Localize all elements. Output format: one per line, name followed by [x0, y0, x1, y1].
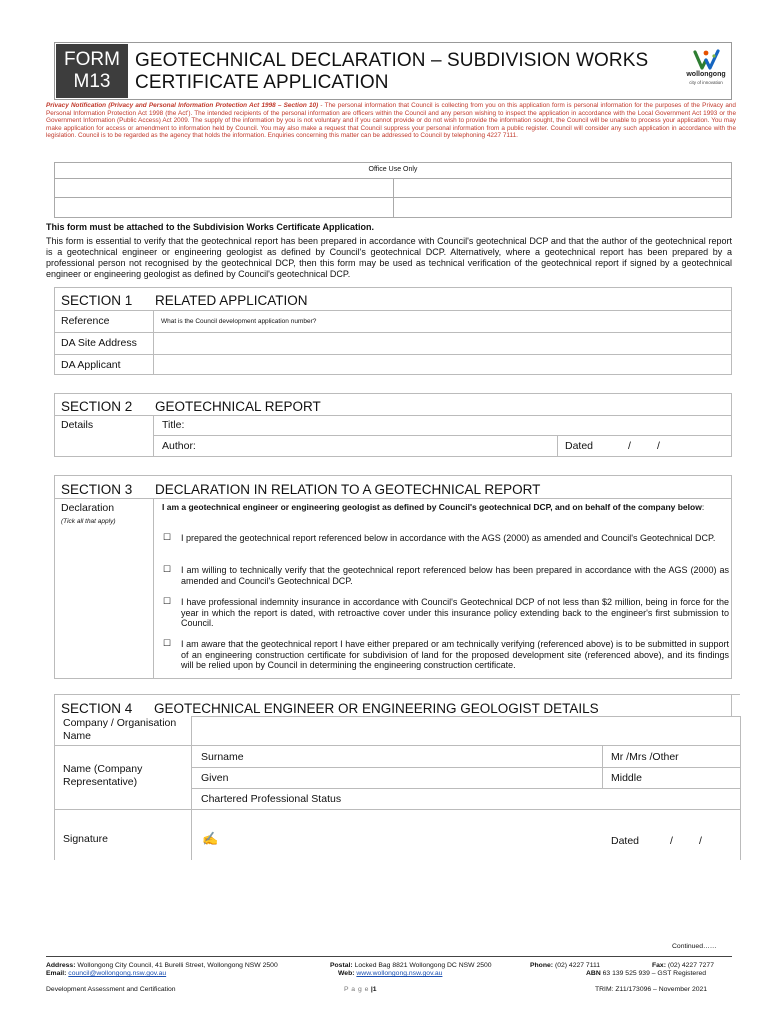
phone-label: Phone: [530, 962, 554, 969]
attach-note: This form must be attached to the Subdivision Works Certificate Application. [46, 222, 375, 232]
office-use-field-4[interactable] [394, 198, 731, 217]
signature-label: Signature [63, 833, 108, 845]
declaration-label: Declaration [61, 502, 115, 514]
page-label: P a g e [344, 986, 369, 993]
divider [54, 498, 732, 499]
company-input[interactable] [192, 717, 739, 745]
office-use-field-2[interactable] [394, 179, 731, 197]
logo-tagline: city of innovation [689, 80, 723, 85]
address-label: Address: [46, 962, 76, 969]
declaration-item-2: I am willing to technically verify that the geotechnical report referenced below has been prepared in accordance with the AGS (2000) as amended and Council's Geotechnical DCP. [181, 565, 729, 586]
declaration-checkbox-3[interactable]: ☐ [163, 596, 172, 606]
rep-name-label [63, 763, 142, 789]
section-1-number: SECTION 1 [61, 293, 133, 308]
company-label-line1: Company / Organisation [63, 717, 177, 729]
council-logo-icon [683, 46, 729, 92]
middle-label: Middle [611, 772, 642, 784]
report-title-input[interactable] [195, 416, 731, 435]
form-number-badge [56, 44, 128, 98]
company-label-line2: Name [63, 730, 92, 742]
surname-input[interactable] [250, 746, 601, 767]
section-2-number: SECTION 2 [61, 399, 133, 414]
footer-rule [46, 956, 732, 957]
fax-value: (02) 4227 7277 [667, 962, 714, 969]
signature-field[interactable] [192, 810, 600, 859]
privacy-heading: Privacy Notification (Privacy and Personal Information Protection Act 1998 – Section 10) [46, 102, 319, 109]
office-use-field-3[interactable] [55, 198, 392, 217]
report-author-label: Author: [162, 440, 196, 452]
abn-value: 63 139 525 939 – GST Registered [602, 970, 707, 977]
form-title-line2: CERTIFICATE APPLICATION [135, 72, 389, 93]
abn-label: ABN [586, 970, 601, 977]
report-title-label: Title: [162, 419, 185, 431]
rep-name-label-line2: Representative) [63, 776, 138, 788]
given-label: Given [201, 772, 229, 784]
site-address-label: DA Site Address [61, 337, 137, 349]
postal-value: Locked Bag 8821 Wollongong DC NSW 2500 [354, 962, 492, 969]
surname-label: Surname [201, 751, 244, 763]
declaration-intro-text: I am a geotechnical engineer or engineering geologist as defined by Council's geotechnical DCP, and on behalf of the company below [162, 502, 702, 512]
section-2-title: GEOTECHNICAL REPORT [155, 399, 321, 414]
footer-web [338, 970, 442, 978]
divider [602, 745, 603, 788]
date-separator: / [628, 440, 631, 452]
form-number: M13 [73, 71, 111, 92]
section-4-number: SECTION 4 [61, 701, 133, 716]
chartered-status-input[interactable] [360, 789, 739, 809]
reference-label: Reference [61, 315, 110, 327]
reference-hint: What is the Council development application number? [161, 318, 317, 325]
divider [740, 716, 741, 860]
middle-name-input[interactable] [652, 768, 739, 788]
applicant-label: DA Applicant [61, 359, 121, 371]
declaration-item-3: I have professional indemnity insurance in accordance with Council's Geotechnical DCP of not less than $2 million, being in force for the year in which the report is dated, with retroactive cover under this insurance policy extending back to the engineer's first submission to Council. [181, 597, 729, 628]
title-options-label: Mr /Mrs /Other [611, 751, 679, 763]
page-number: |1 [370, 986, 377, 993]
company-label [63, 717, 176, 743]
section-3-title: DECLARATION IN RELATION TO A GEOTECHNICAL REPORT [155, 482, 541, 497]
declaration-checkbox-1[interactable]: ☐ [163, 532, 172, 542]
continued-note: Continued…… [672, 943, 717, 950]
details-label: Details [61, 419, 94, 431]
report-dated-label: Dated [565, 440, 594, 452]
footer-page [344, 986, 377, 994]
section-3-number: SECTION 3 [61, 482, 133, 497]
section-1-title: RELATED APPLICATION [155, 293, 308, 308]
declaration-intro [162, 502, 728, 513]
footer-trim: TRIM: Z11/173096 – November 2021 [595, 986, 708, 993]
divider [731, 694, 732, 716]
office-use-field-1[interactable] [55, 179, 392, 197]
postal-label: Postal: [330, 962, 353, 969]
divider [153, 415, 154, 457]
address-value: Wollongong City Council, 41 Burelli Street, Wollongong NSW 2500 [77, 962, 278, 969]
footer-abn [586, 970, 706, 978]
rep-name-label-line1: Name (Company [63, 763, 143, 775]
reference-input[interactable] [154, 311, 731, 332]
report-author-input[interactable] [205, 436, 556, 456]
declaration-checkbox-2[interactable]: ☐ [163, 564, 172, 574]
pen-icon: ✍ [202, 831, 219, 846]
form-title [135, 50, 648, 94]
divider [153, 498, 154, 679]
web-label: Web: [338, 970, 355, 977]
logo-wordmark: wollongong [686, 71, 726, 78]
phone-value: (02) 4227 7111 [554, 962, 601, 969]
section-4-title: GEOTECHNICAL ENGINEER OR ENGINEERING GEOLOGIST DETAILS [154, 701, 599, 716]
report-date-input[interactable] [600, 436, 731, 456]
footer-email [46, 970, 166, 978]
footer-address [46, 962, 278, 970]
declaration-checkbox-4[interactable]: ☐ [163, 638, 172, 648]
divider [557, 435, 558, 457]
email-label: Email: [46, 970, 67, 977]
date-separator: / [699, 835, 702, 847]
form-label: FORM [64, 49, 120, 70]
web-link[interactable]: www.wollongong.nsw.gov.au [356, 970, 443, 977]
date-separator: / [670, 835, 673, 847]
fax-label: Fax: [652, 962, 666, 969]
email-link[interactable]: council@wollongong.nsw.gov.au [68, 970, 167, 977]
declaration-item-4: I am aware that the geotechnical report I have either prepared or am technically verifying (referenced above) is to be submitted in support of an engineering construction certificate for subdivision of land for the proposed development site (referenced above), and its findings will be relied upon by Council in determining the engineering construction certificate. [181, 639, 729, 670]
given-name-input[interactable] [240, 768, 601, 788]
privacy-notification [46, 102, 736, 140]
signature-dated-label: Dated [611, 835, 640, 847]
date-separator: / [657, 440, 660, 452]
tick-note: (Tick all that apply) [61, 518, 116, 525]
signature-date-input[interactable] [645, 830, 739, 852]
footer-department: Development Assessment and Certification [46, 986, 176, 993]
footer-phone [530, 962, 600, 970]
declaration-item-1: I prepared the geotechnical report referenced below in accordance with the AGS (2000) as amended and Council's Geotechnical DCP. [181, 533, 716, 543]
form-title-line1: GEOTECHNICAL DECLARATION – SUBDIVISION WORKS [135, 50, 649, 71]
site-address-input[interactable] [154, 333, 731, 354]
footer-fax [652, 962, 714, 970]
chartered-label: Chartered Professional Status [201, 793, 342, 805]
declaration-intro-colon: : [701, 502, 705, 512]
applicant-input[interactable] [154, 355, 731, 374]
privacy-text: - The personal information that Council is collecting from you on this application form is personal information for the purposes of the Privacy and Personal Information Protection Act 1998 (the Act'). The intended recipients of the personal information are officers within the Council and any person wishing to inspect the application in accordance with the Local Government Act 1993 or the Government Information (Public Access) Act 2009. The supply of the information by you is not voluntary and if you cannot provide or do not wish to provide the information sought, the Council will be unable to process your application. You may make application for access or amendment to information held by Council. You may also make a request that Council suppress your personal information from a public register. Council will consider any such application in accordance with the legislation. Council is to be regarded as the agency that holds the information. Enquiries concerning this matter can be addressed to Council by telephoning 4227 7111. [46, 102, 736, 140]
office-use-title: Office Use Only [368, 166, 418, 173]
footer-postal [330, 962, 492, 970]
intro-paragraph: This form is essential to verify that the geotechnical report has been prepared in accordance with Council's geotechnical DCP and that the author of the geotechnical report is a geotechnical engineer or engineering geologist as defined by Council's geotechnical DCP. Alternatively, where a geotechnical report has been prepared by a professional person not recognised by the geotechnical DCP, then this form may be used as technical verification of the geotechnical report if signed by a geotechnical engineer or engineering geologist as defined by Council's geotechnical DCP. [46, 236, 732, 279]
